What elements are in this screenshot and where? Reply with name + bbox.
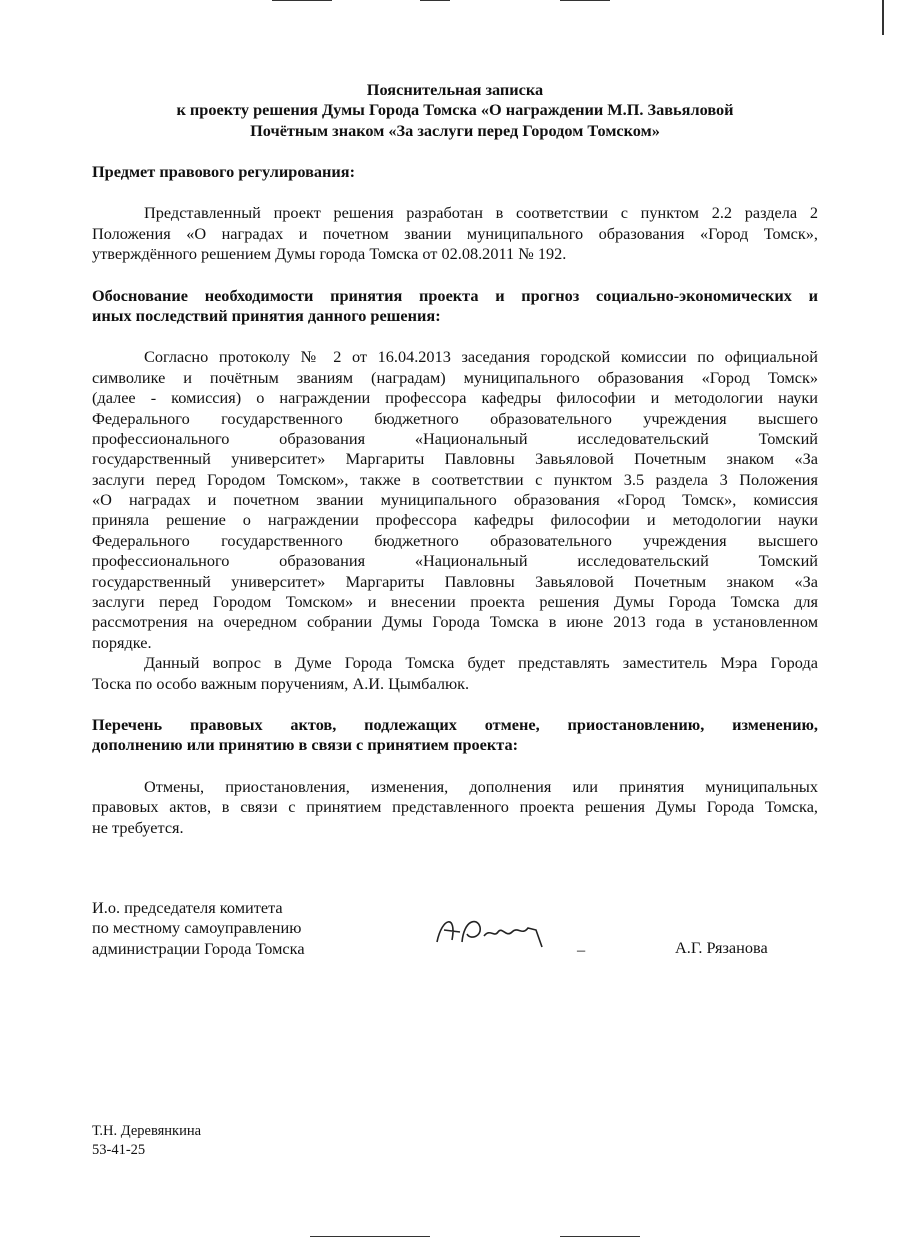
text-line: профессионального образования «Национальный исследовательский Томский (92, 428, 818, 448)
text-line: Отмены, приостановления, изменения, дополнения или принятия муниципальных (144, 776, 818, 796)
document-body (92, 162, 818, 838)
text-line: Федерального государственного бюджетного образовательного учреждения высшего (92, 408, 818, 428)
text-line: приняла решение о награждении профессора кафедры философии и методологии науки (92, 510, 818, 530)
handwritten-signature (432, 912, 557, 952)
text-line: (далее - комиссия) о награждении профессора кафедры философии и методологии науки (92, 388, 818, 408)
section-heading: Перечень правовых актов, подлежащих отмене, приостановлению, изменению, (92, 714, 818, 734)
text-line: Представленный проект решения разработан в соответствии с пунктом 2.2 раздела 2 (144, 203, 818, 223)
section-heading: иных последствий принятия данного решения: (92, 305, 441, 325)
text-line: «О наградах и почетном звании муниципального образования «Город Томск», комиссия (92, 490, 818, 510)
section (92, 715, 818, 838)
paragraph (92, 653, 818, 694)
title-line: Почётным знаком «За заслуги перед Городом Томском» (250, 120, 660, 140)
title-line: Пояснительная записка (366, 80, 544, 99)
text-line: заслуги перед Городом Томском» и внесении проекта решения Думы Города Томска для (92, 592, 818, 612)
text-line: Данный вопрос в Думе Города Томска будет представлять заместитель Мэра Города (144, 653, 818, 673)
signer-position: администрации Города Томска (92, 938, 305, 958)
section (92, 162, 818, 265)
executor-phone: 53-41-25 (92, 1142, 146, 1158)
signer-position: И.о. председателя комитета (92, 898, 283, 917)
text-line: Тоска по особо важным поручениям, А.И. Цымбалюк. (92, 673, 470, 693)
section-heading: дополнению или принятию в связи с принятием проекта: (92, 735, 519, 755)
text-line: государственный университет» Маргариты Павловны Завьяловой Почетным знаком «За (92, 571, 818, 591)
paragraph (92, 777, 818, 838)
text-line: заслуги перед Городом Томском», также в соответствии с пунктом 3.5 раздела 3 Положения (92, 469, 818, 489)
paragraph (92, 203, 818, 264)
text-line: Положения «О наградах и почетном звании муниципального образования «Город Томск», (92, 223, 818, 243)
section-heading: Обоснование необходимости принятия проекта и прогноз социально-экономических и (92, 285, 818, 305)
text-line: порядке. (92, 632, 152, 652)
section (92, 286, 818, 694)
text-line: Федерального государственного бюджетного образовательного учреждения высшего (92, 530, 818, 550)
executor-info (92, 1122, 818, 1160)
text-line: профессионального образования «Национальный исследовательский Томский (92, 551, 818, 571)
executor-name: Т.Н. Деревянкина (92, 1123, 202, 1139)
document-title (92, 80, 818, 141)
text-line: не требуется. (92, 817, 184, 837)
text-line: символике и почётным званиям (наградам) муниципального образования «Город Томск» (92, 367, 818, 387)
signature-block (92, 898, 818, 959)
text-line: рассмотрения на очередном собрании Думы Города Томска в июне 2013 года в установленном (92, 612, 818, 632)
dash: – (577, 940, 586, 959)
text-line: утверждённого решением Думы города Томска от 02.08.2011 № 192. (92, 244, 567, 264)
text-line: правовых актов, в связи с принятием представленного проекта решения Думы Города Томска, (92, 797, 818, 817)
signer-position: по местному самоуправлению (92, 918, 302, 938)
text-line: Согласно протоколу № 2 от 16.04.2013 заседания городской комиссии по официальной (144, 347, 818, 367)
text-line: государственный университет» Маргариты Павловны Завьяловой Почетным знаком «За (92, 449, 818, 469)
paragraph (92, 347, 818, 653)
title-line: к проекту решения Думы Города Томска «О награждении М.П. Завьяловой (176, 100, 734, 120)
signer-name: А.Г. Рязанова (675, 938, 768, 957)
section-heading: Предмет правового регулирования: (92, 162, 356, 181)
